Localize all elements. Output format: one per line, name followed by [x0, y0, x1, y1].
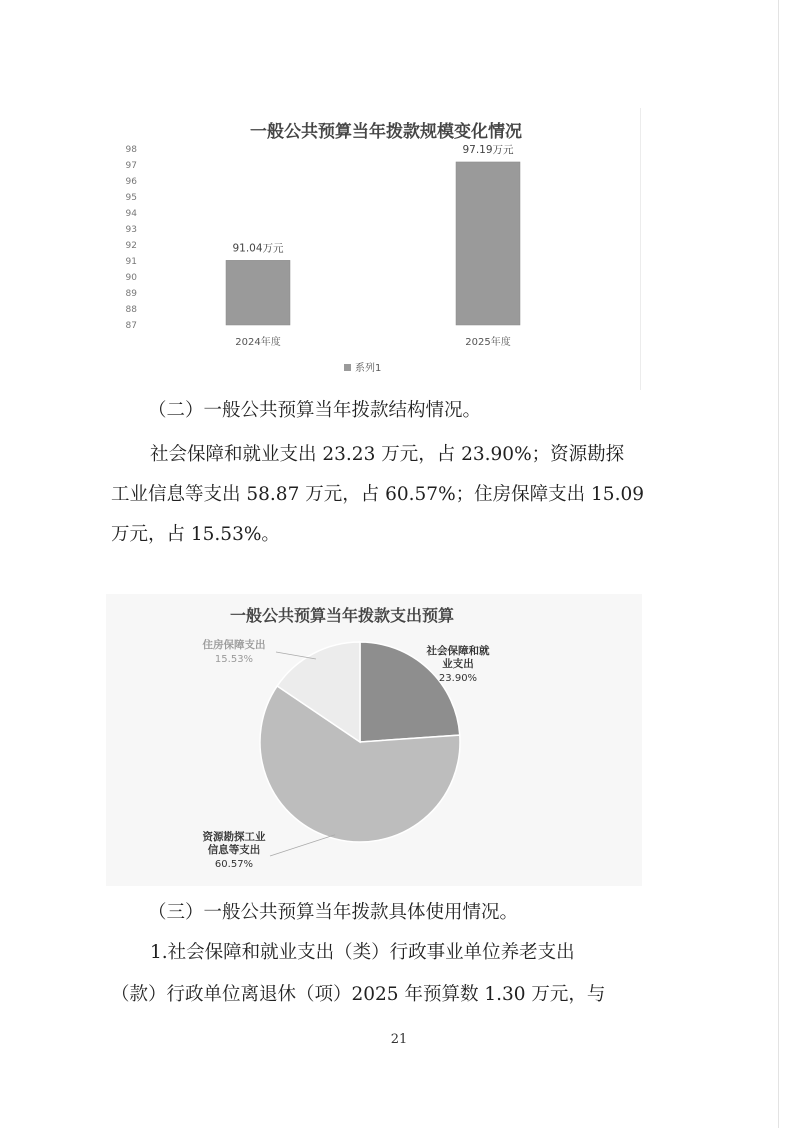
y-tick-label: 90 [125, 273, 137, 283]
y-tick-label: 96 [125, 177, 137, 187]
pie-value-label: 15.53% [214, 654, 254, 665]
pie-slice [360, 642, 460, 742]
page-number: 21 [390, 1032, 408, 1047]
pie-chart-plot [106, 594, 642, 886]
pie-category-label: 信息等支出 [207, 844, 261, 856]
pie-value-label: 60.57% [214, 859, 254, 870]
leader-line [270, 835, 335, 856]
y-tick-label: 98 [125, 145, 137, 155]
scan-edge-line [778, 0, 779, 1128]
bar [456, 162, 520, 325]
pie-value-label: 23.90% [438, 673, 478, 684]
pie-chart [106, 594, 642, 886]
pie-chart-title: 一般公共预算当年拨款支出预算 [230, 606, 455, 625]
section2-body-line-3: 万元，占 15.53%。 [111, 524, 280, 545]
y-tick-label: 89 [125, 289, 137, 299]
legend-swatch [344, 364, 351, 371]
bar-data-label: 91.04万元 [232, 242, 284, 255]
bar-chart-plot [100, 108, 640, 390]
section2-body-line-2: 工业信息等支出 58.87 万元，占 60.57%；住房保障支出 15.09 [111, 484, 644, 505]
y-tick-label: 95 [125, 193, 137, 203]
y-tick-label: 88 [125, 305, 137, 315]
bar [226, 260, 290, 325]
y-tick-label: 91 [125, 257, 137, 267]
y-tick-label: 87 [125, 321, 137, 331]
x-tick-label: 2024年度 [235, 337, 281, 348]
bar-data-label: 97.19万元 [462, 143, 514, 156]
pie-category-label: 资源勘探工业 [202, 831, 266, 843]
y-tick-label: 92 [125, 241, 137, 251]
section3-heading: （三）一般公共预算当年拨款具体使用情况。 [148, 902, 519, 923]
bar-chart [100, 108, 641, 390]
pie-category-label: 社会保障和就 [426, 645, 490, 657]
legend-label: 系列1 [355, 363, 382, 374]
pie-category-label: 业支出 [442, 658, 474, 670]
bar-chart-title: 一般公共预算当年拨款规模变化情况 [250, 122, 522, 142]
section3-body-line-1: 1.社会保障和就业支出（类）行政事业单位养老支出 [150, 942, 575, 963]
y-tick-label: 97 [125, 161, 137, 171]
section2-heading: （二）一般公共预算当年拨款结构情况。 [148, 400, 482, 421]
y-tick-label: 94 [125, 209, 137, 219]
pie-category-label: 住房保障支出 [202, 639, 266, 651]
x-tick-label: 2025年度 [465, 337, 511, 348]
section3-body-line-2: （款）行政单位离退休（项）2025 年预算数 1.30 万元，与 [111, 984, 606, 1005]
section2-body-line-1: 社会保障和就业支出 23.23 万元，占 23.90%；资源勘探 [150, 444, 625, 465]
y-tick-label: 93 [125, 225, 137, 235]
